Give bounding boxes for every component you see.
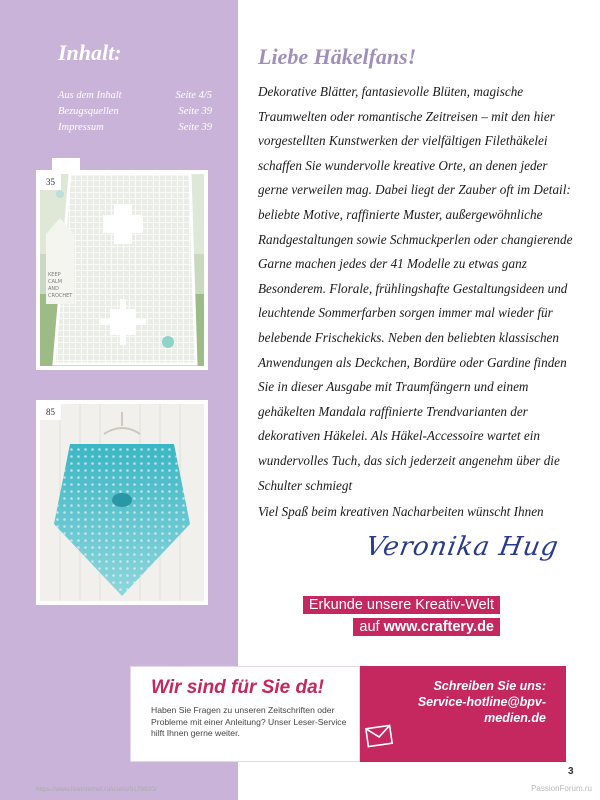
- contact-email-1[interactable]: Service-hotline@bpv-: [417, 695, 546, 709]
- source-url: https://www.liveinternet.ru/users/5179920/: [36, 786, 157, 793]
- svg-text:CROCHET: CROCHET: [48, 293, 73, 299]
- contact-label: Schreiben Sie uns:: [433, 679, 546, 693]
- promo-line-1: Erkunde unsere Kreativ-Welt: [303, 596, 500, 614]
- editor-signature: Veronika Hug: [363, 532, 562, 562]
- svg-text:KEEP: KEEP: [48, 272, 61, 278]
- photo-table-runner[interactable]: [36, 170, 208, 370]
- promo-prefix: auf: [359, 619, 384, 635]
- editorial-title: Liebe Häkelfans!: [258, 44, 417, 69]
- watermark: PassionForum.ru: [531, 784, 592, 793]
- toc-item-page: Seite 39: [178, 122, 212, 133]
- table-of-contents: [58, 88, 212, 136]
- promo-line-2: [353, 618, 500, 636]
- toc-item-label: Bezugsquellen: [58, 106, 119, 117]
- promo-banner[interactable]: [303, 594, 500, 638]
- svg-text:AND: AND: [48, 286, 60, 292]
- shawl-image: [40, 404, 204, 601]
- toc-item[interactable]: [58, 104, 212, 120]
- service-title: Wir sind für Sie da!: [151, 677, 324, 698]
- shawl-illustration: [40, 404, 204, 601]
- service-info-panel: [130, 666, 360, 762]
- editorial-body: Dekorative Blätter, fantasievolle Blüten, magische Traumwelten oder romantische Zeitreisen – mit den hier vorgestellten Kunstwerken der vielfältigen Filethäkelei schaffen Sie wundervolle kreative Orte, an denen jeder gerne verweilen mag. Dabei liegt der Zauber oft im Detail: beliebte Motive, raffinierte Muster, außergewöhnliche Randgestaltungen sowie Schmuckperlen oder changierende Garne machen jedes der 41 Modelle zu etwas ganz Besonderem. Florale, frühlingshafte Gestaltungsideen und leuchtende Sommerfarben sorgen immer mal wieder für belebende Frischekicks. Neben den beliebten klassischen Anwendungen als Deckchen, Bordüre oder Gardine finden Sie in dieser Ausgabe mit Traumfängern und einem gehäkelten Mandala raffinierte Trendvarianten der dekorativen Häkelei. Als Häkel-Accessoire wartet ein wundervolles Tuch, das sich jederzeit angenehm über die Schulter schmiegt: [258, 84, 573, 493]
- photo-page-number: 35: [40, 174, 61, 190]
- toc-item-label: Aus dem Inhalt: [58, 90, 122, 101]
- reader-service-box: [130, 666, 566, 762]
- toc-item-page: Seite 39: [178, 106, 212, 117]
- envelope-icon: [366, 726, 392, 750]
- photo-shawl[interactable]: [36, 400, 208, 605]
- contact-block: [418, 678, 546, 726]
- contact-email-2[interactable]: medien.de: [484, 711, 546, 725]
- service-text: Haben Sie Fragen zu unseren Zeitschriften oder Probleme mit einer Anleitung? Unser Leser-Service hilft Ihnen gerne weiter.: [151, 705, 347, 738]
- photo-page-number: 85: [40, 404, 61, 420]
- toc-item-label: Impressum: [58, 122, 104, 133]
- toc-item[interactable]: [58, 88, 212, 104]
- promo-link[interactable]: www.craftery.de: [383, 619, 494, 635]
- editorial-closing: Viel Spaß beim kreativen Nacharbeiten wünscht Ihnen: [258, 504, 544, 519]
- page-number: 3: [568, 766, 574, 777]
- toc-item-page: Seite 4/5: [175, 90, 212, 101]
- table-runner-illustration: [40, 174, 204, 366]
- svg-text:CALM: CALM: [48, 279, 63, 285]
- table-runner-image: [40, 174, 204, 366]
- contents-title: Inhalt:: [58, 40, 122, 65]
- toc-item[interactable]: [58, 120, 212, 136]
